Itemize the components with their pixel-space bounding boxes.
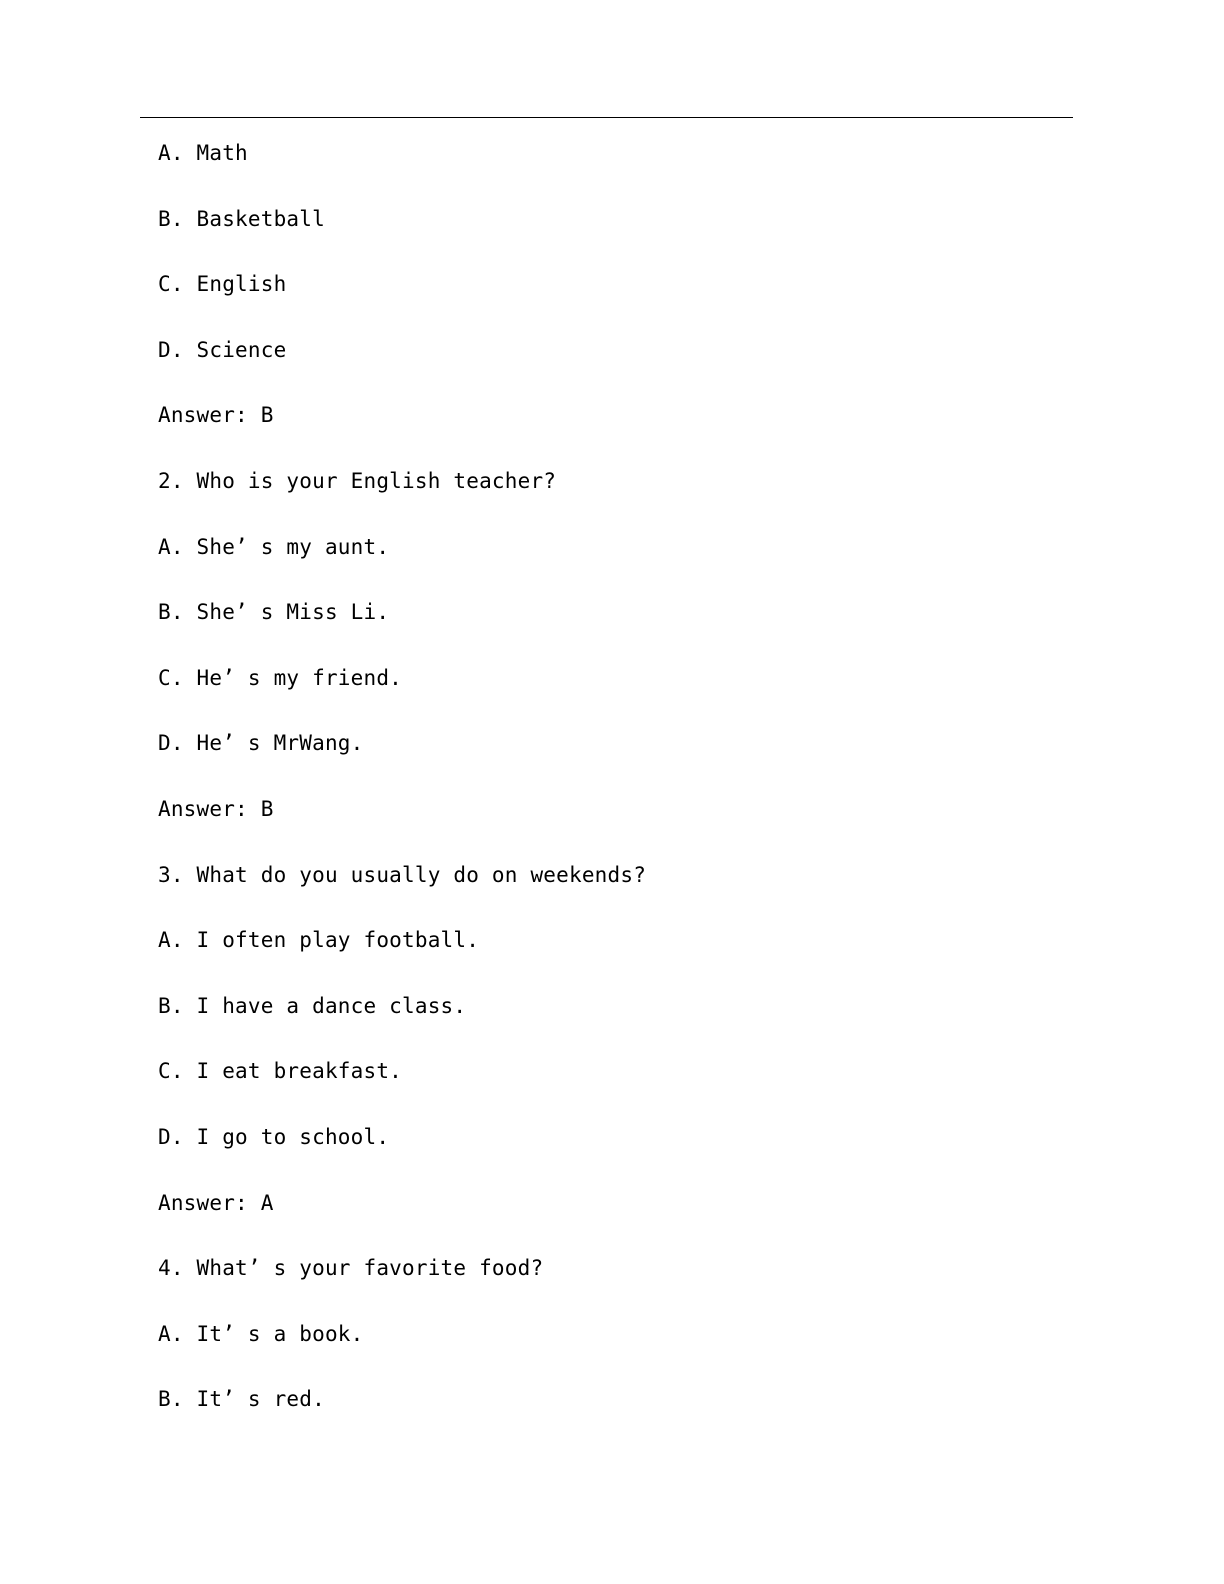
question-line: 3. What do you usually do on weekends? bbox=[158, 862, 647, 887]
option-line: A. She’ s my aunt. bbox=[158, 534, 390, 559]
question-line: 2. Who is your English teacher? bbox=[158, 468, 557, 493]
answer-line: Answer: A bbox=[158, 1190, 274, 1215]
question-line: 4. What’ s your favorite food? bbox=[158, 1256, 544, 1281]
question-list bbox=[158, 137, 1058, 1449]
option-line: B. Basketball bbox=[158, 206, 325, 231]
option-line: A. It’ s a book. bbox=[158, 1321, 364, 1346]
option-line: A. Math bbox=[158, 141, 248, 165]
option-line: C. English bbox=[158, 272, 287, 297]
answer-line: Answer: B bbox=[158, 403, 274, 428]
answer-line: Answer: B bbox=[158, 796, 274, 821]
option-line: A. I often play football. bbox=[158, 928, 480, 953]
option-line: B. I have a dance class. bbox=[158, 993, 467, 1018]
option-line: B. It’ s red. bbox=[158, 1387, 325, 1412]
option-line: D. Science bbox=[158, 337, 287, 362]
option-line: C. He’ s my friend. bbox=[158, 665, 403, 690]
option-line: D. He’ s MrWang. bbox=[158, 731, 364, 756]
option-line: D. I go to school. bbox=[158, 1124, 390, 1149]
header-rule bbox=[140, 117, 1073, 118]
option-line: B. She’ s Miss Li. bbox=[158, 600, 390, 625]
option-line: C. I eat breakfast. bbox=[158, 1059, 403, 1084]
